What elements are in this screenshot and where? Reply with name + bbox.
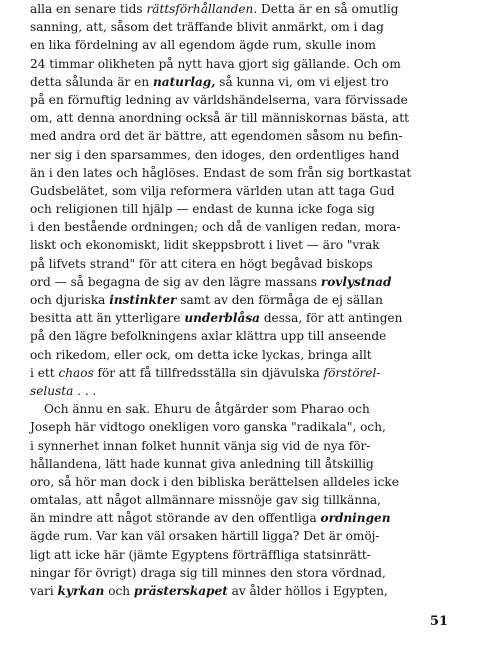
text-segment: av ålder höllos i Egypten, <box>227 584 388 598</box>
text-segment: . . . <box>73 383 97 398</box>
text-line <box>30 127 451 145</box>
text-segment: vari <box>30 584 58 598</box>
text-line <box>30 473 451 491</box>
text-line <box>30 109 451 127</box>
text-segment: Gudsbelätet, som vilja reformera världen utan att taga Gud <box>30 183 395 198</box>
text-segment: än mindre att något störande av den offentliga <box>30 511 321 526</box>
emphasized-text: ordningen <box>320 511 391 526</box>
text-line <box>30 327 451 345</box>
text-segment: på en förnuftig ledning av världshändelserna, vara förvissade <box>30 92 408 107</box>
emphasized-text: underblåsa <box>184 311 260 326</box>
emphasized-text: chaos <box>58 365 94 380</box>
text-segment: dessa, för att antingen <box>259 311 403 326</box>
text-line <box>30 218 451 236</box>
text-segment: samt av den förmåga de ej sällan <box>176 293 383 307</box>
text-line <box>30 509 451 527</box>
emphasized-text: instinkter <box>109 293 177 307</box>
text-line <box>30 364 451 382</box>
text-line <box>30 437 451 455</box>
text-segment: så kunna vi, om vi eljest tro <box>215 74 389 89</box>
text-line <box>30 55 451 73</box>
text-line <box>30 273 451 291</box>
text-line <box>30 91 451 109</box>
text-line <box>30 236 451 254</box>
text-segment: ligt att icke här (jämte Egyptens förträffliga statsinrätt- <box>30 547 371 562</box>
text-line <box>30 73 451 91</box>
text-line <box>30 582 451 600</box>
text-segment: för att få tillfredsställa sin djävulska <box>93 365 324 380</box>
emphasized-text: naturlag, <box>152 74 216 89</box>
text-line <box>30 18 451 36</box>
text-segment: Joseph här vidtogo onekligen voro ganska "radikala", och, <box>30 420 386 435</box>
text-segment: och rikedom, eller ock, om detta icke lyckas, bringa allt <box>30 347 372 362</box>
text-line <box>30 527 451 545</box>
page-number: 51 <box>429 614 448 629</box>
text-line <box>30 546 451 564</box>
emphasized-text: förstörel- <box>323 365 381 380</box>
body-text <box>30 0 451 600</box>
text-line <box>30 182 451 200</box>
text-line <box>30 309 451 327</box>
text-segment: ägde rum. Var kan väl orsaken härtill ligga? Det är omöj- <box>30 529 380 544</box>
text-segment: på lifvets strand" för att citera en högt begåvad biskops <box>30 256 373 271</box>
text-segment: liskt och ekonomiskt, lidit skeppsbrott i livet — äro "vrak <box>30 238 380 253</box>
text-line <box>30 291 451 309</box>
text-segment: en lika fördelning av all egendom ägde rum, skulle inom <box>30 38 376 53</box>
text-line <box>30 346 451 364</box>
emphasized-text: kyrkan <box>57 584 105 598</box>
text-line <box>30 200 451 218</box>
text-segment: omtalas, att något allmännare missnöje gav sig tillkänna, <box>30 493 381 508</box>
text-segment: Detta är en så omutlig <box>257 2 399 16</box>
text-segment: alla en senare tids <box>30 2 147 16</box>
text-line <box>30 146 451 164</box>
text-segment: i den bestående ordningen; och då de vanligen redan, mora- <box>30 220 401 235</box>
text-segment: och <box>104 584 134 598</box>
text-segment: 24 timmar olikheten på nytt hava gjort sig gällande. Och om <box>30 56 401 71</box>
text-segment: och religionen till hjälp — endast de kunna icke foga sig <box>30 202 375 217</box>
text-segment: oro, så hör man dock i den bibliska berättelsen alldeles icke <box>30 474 399 489</box>
text-segment: ner sig i den sparsammes, den idoges, den ordentliges hand <box>30 147 400 162</box>
emphasized-text: rättsförhållanden. <box>146 2 258 16</box>
text-segment: än i den lates och håglöses. Endast de som från sig bortkastat <box>30 165 412 180</box>
text-segment: och djuriska <box>30 293 110 307</box>
text-segment: om, att denna anordning också är till människornas bästa, att <box>30 111 409 126</box>
text-segment: detta sålunda är en <box>30 74 153 89</box>
text-line <box>30 0 451 18</box>
text-segment: på den lägre befolkningens axlar klättra upp till anseende <box>30 329 387 344</box>
emphasized-text: rovlystnad <box>320 274 392 289</box>
text-segment: i ett <box>30 365 59 380</box>
text-line <box>30 455 451 473</box>
text-line <box>30 36 451 54</box>
text-segment: Och ännu en sak. Ehuru de åtgärder som Pharao och <box>44 402 370 417</box>
text-line <box>30 564 451 582</box>
text-line <box>30 491 451 509</box>
text-line <box>30 400 451 418</box>
text-segment: ord — så begagna de sig av den lägre massans <box>30 274 321 289</box>
text-segment: hållandena, lätt hade kunnat giva anledning till åtskillig <box>30 456 374 471</box>
text-segment: i synnerhet innan folket hunnit vänja sig vid de nya för- <box>30 438 371 453</box>
text-line <box>30 418 451 436</box>
text-line <box>30 382 451 400</box>
emphasized-text: selusta <box>30 383 74 398</box>
text-segment: med andra ord det är bättre, att egendomen såsom nu befin- <box>30 129 403 144</box>
emphasized-text: prästerskapet <box>133 584 228 598</box>
text-segment: ningar för övrigt) draga sig till minnes den stora vördnad, <box>30 565 386 580</box>
text-line <box>30 164 451 182</box>
text-segment: besitta att än ytterligare <box>30 311 185 326</box>
text-line <box>30 255 451 273</box>
text-segment: sanning, att, såsom det träffande blivit anmärkt, om i dag <box>30 20 384 35</box>
